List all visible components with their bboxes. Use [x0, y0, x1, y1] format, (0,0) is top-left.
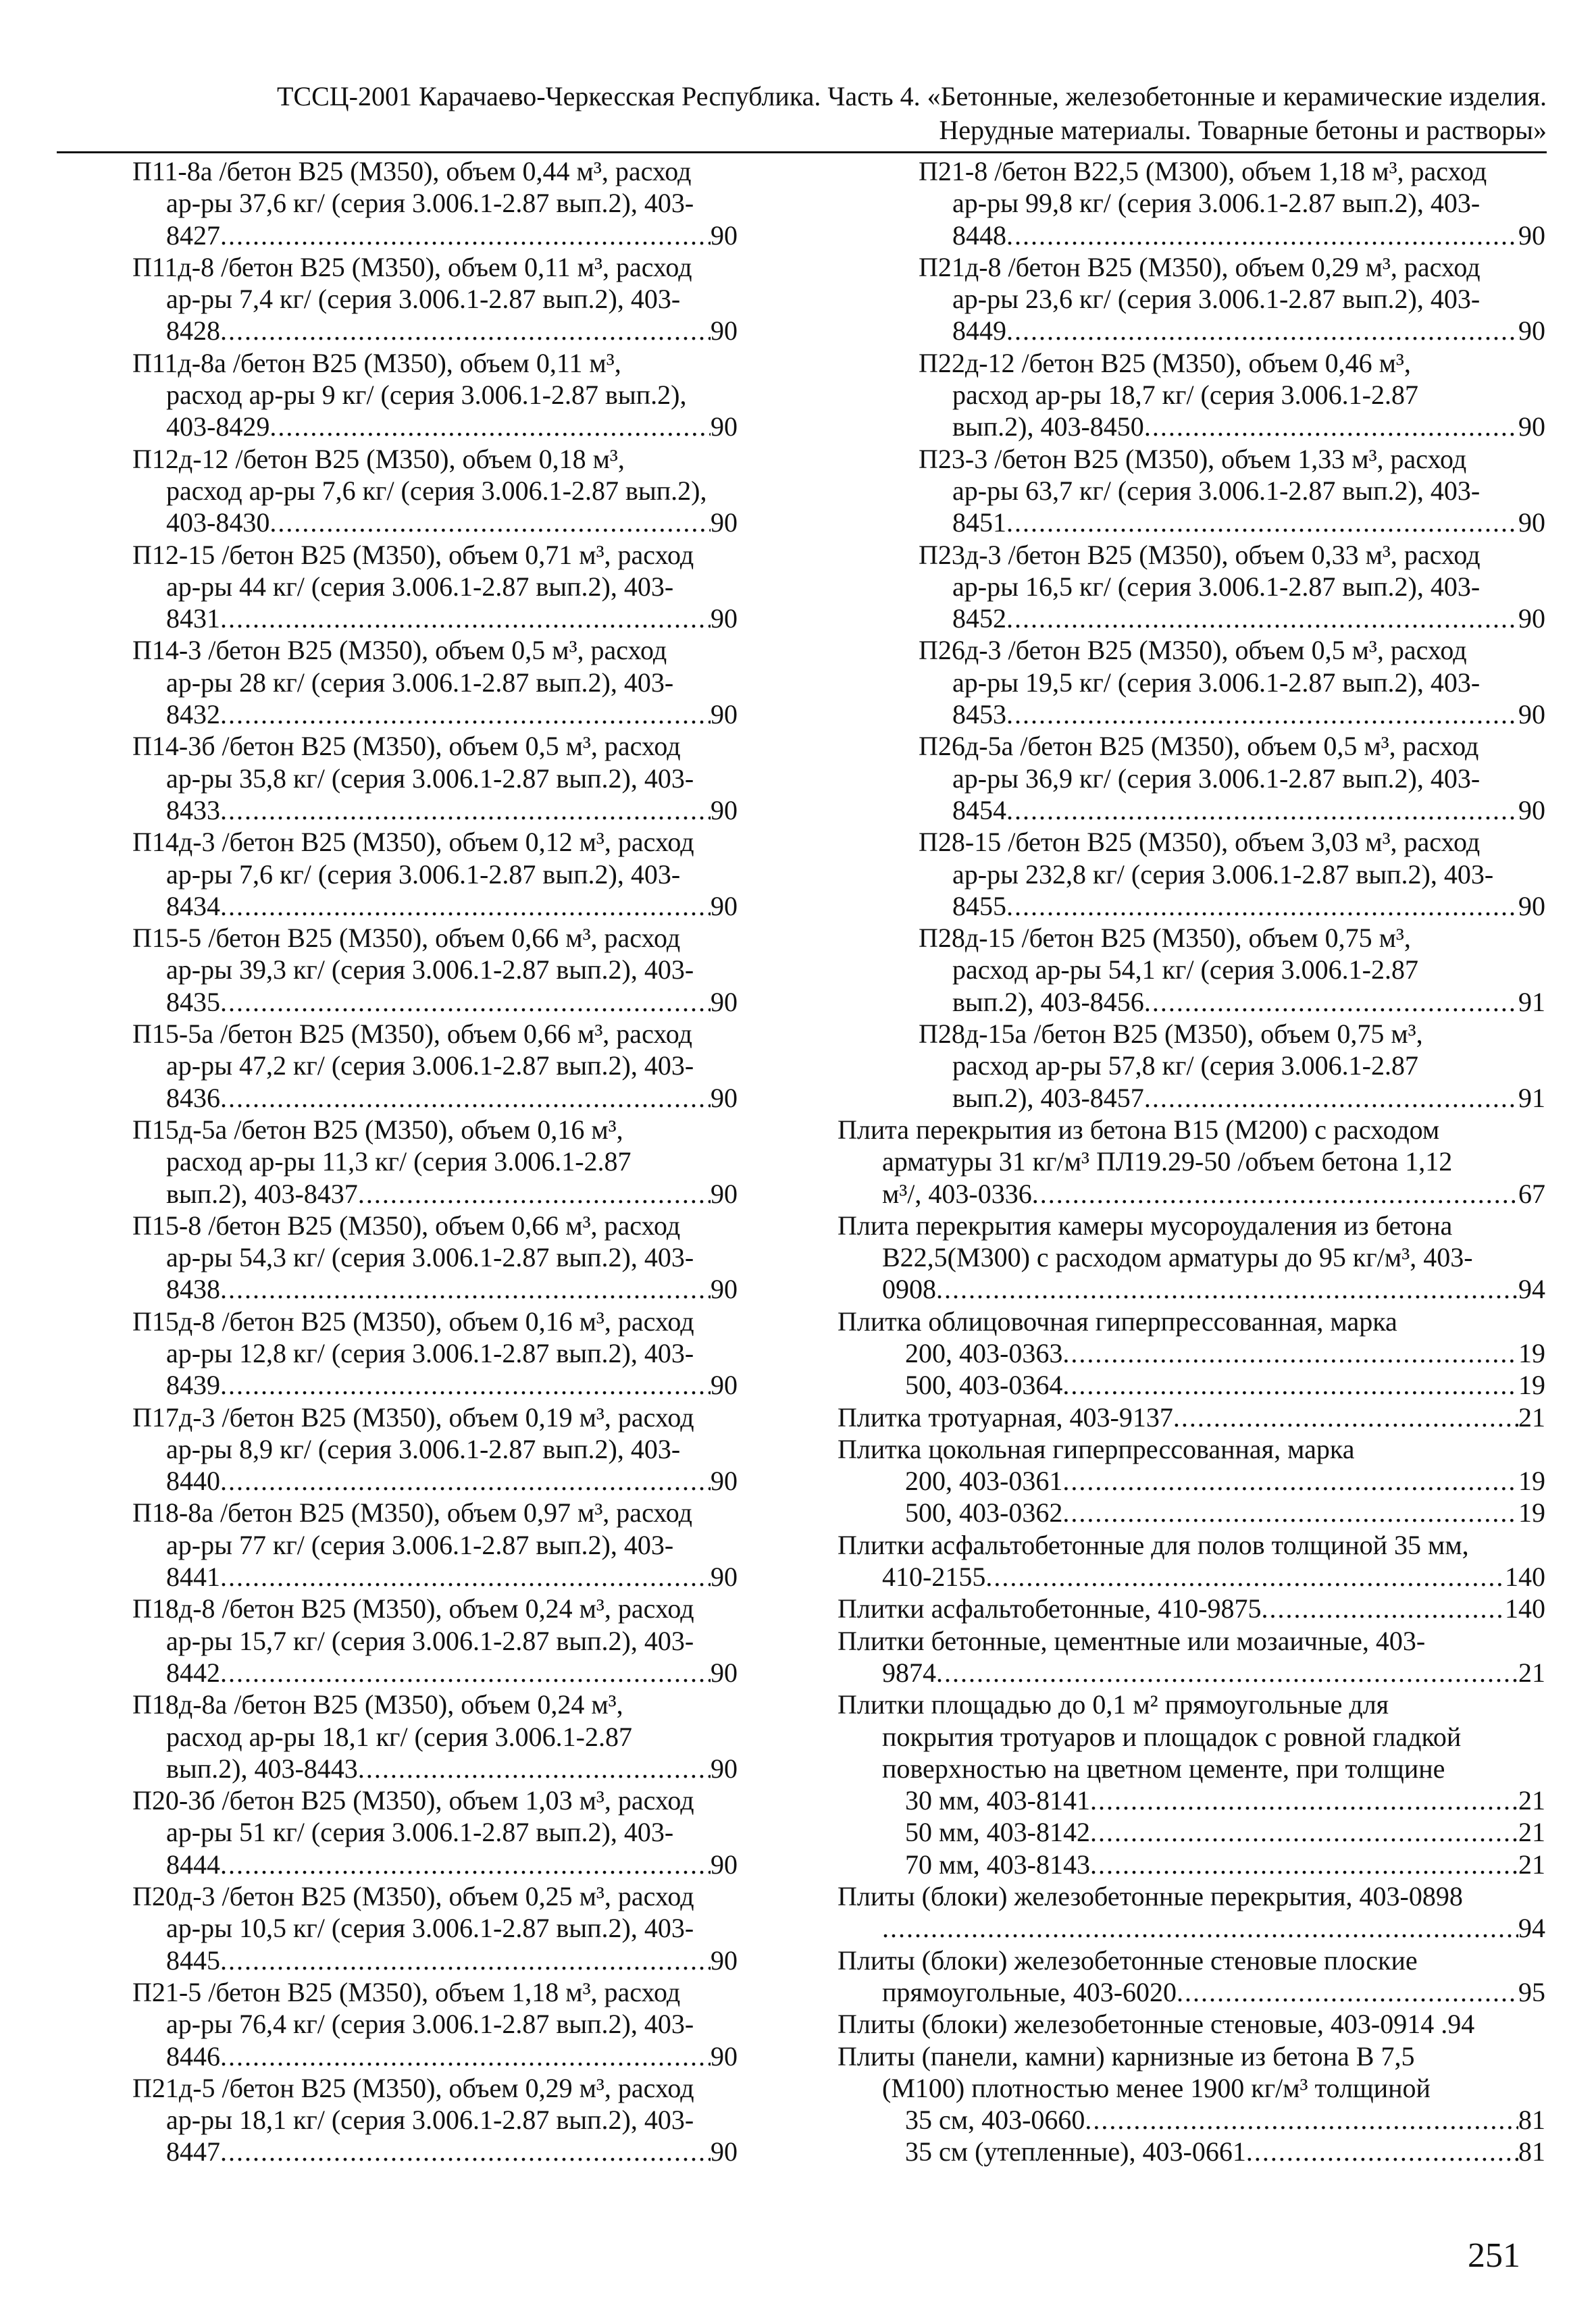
- index-page-ref: 19: [1518, 1337, 1545, 1368]
- index-entry-tail: 8439 .....: [166, 1369, 711, 1401]
- index-entry-tail: 9874 .....: [882, 1657, 1518, 1689]
- index-entry-continuation: ар-ры 99,8 кг/ (серия 3.006.1-2.87 вып.2), 403-: [952, 188, 1481, 219]
- index-leader-line: [838, 1273, 1545, 1305]
- index-page-ref: 90: [711, 1562, 738, 1593]
- index-entry-continuation: ар-ры 77 кг/ (серия 3.006.1-2.87 вып.2), 403-: [166, 1529, 674, 1560]
- index-entry-title: П12-15 /бетон В25 (М350), объем 0,71 м³, расход: [132, 539, 694, 570]
- index-leader-line: [132, 220, 738, 251]
- index-page-ref: 90: [1518, 411, 1545, 442]
- index-page-ref: 91: [1518, 986, 1545, 1017]
- index-entry-title: П14-3б /бетон В25 (М350), объем 0,5 м³, расход: [132, 731, 681, 762]
- index-entry-continuation: (М100) плотностью менее 1900 кг/м³ толщиной: [882, 2072, 1431, 2103]
- index-page-ref: 90: [1518, 890, 1545, 921]
- index-entry: [838, 634, 1545, 730]
- header-rule: [57, 151, 1547, 153]
- index-entry-tail: 35 см, 403-0660 .....: [905, 2104, 1518, 2136]
- index-entry: [838, 1433, 1545, 1529]
- index-entry-title: Плиты (блоки) железобетонные стеновые плоские: [838, 1945, 1418, 1976]
- index-entry-continuation: ар-ры 28 кг/ (серия 3.006.1-2.87 вып.2), 403-: [166, 667, 674, 698]
- index-page-ref: 81: [1518, 2136, 1545, 2167]
- index-leader-line: [919, 1082, 1545, 1114]
- index-entry: [838, 347, 1545, 443]
- index-entry-continuation: ар-ры 15,7 кг/ (серия 3.006.1-2.87 вып.2), 403-: [166, 1625, 694, 1656]
- index-entry-tail: 8436 .....: [166, 1082, 711, 1114]
- index-entry: [838, 1593, 1545, 1624]
- index-entry-tail: 8445 .....: [166, 1945, 711, 1976]
- index-leader-line: [838, 1976, 1545, 2008]
- index-page-ref: 90: [711, 699, 738, 730]
- index-entry: [838, 1210, 1545, 1306]
- index-entry-continuation: ар-ры 54,3 кг/ (серия 3.006.1-2.87 вып.2), 403-: [166, 1242, 694, 1273]
- index-subentry: [838, 1369, 1545, 1401]
- index-page-ref: 90: [711, 1849, 738, 1880]
- index-entry: [838, 1529, 1545, 1593]
- index-entry-continuation: ар-ры 12,8 кг/ (серия 3.006.1-2.87 вып.2), 403-: [166, 1337, 694, 1368]
- index-leader-line: [838, 1657, 1545, 1689]
- index-entry-tail: 403-8430 .....: [166, 507, 711, 538]
- index-entry: [132, 634, 738, 730]
- index-leader-line: [132, 1561, 738, 1593]
- index-leader-line: [132, 315, 738, 346]
- index-entry: [132, 1497, 738, 1593]
- index-entry-tail: 8433 .....: [166, 794, 711, 826]
- index-page-ref: 90: [711, 1753, 738, 1784]
- index-entry-tail: 30 мм, 403-8141 .....: [905, 1784, 1518, 1816]
- index-entry-continuation: ар-ры 23,6 кг/ (серия 3.006.1-2.87 вып.2), 403-: [952, 284, 1481, 315]
- index-entry-tail: вып.2), 403-8450 .....: [952, 411, 1518, 442]
- index-page-ref: 90: [711, 315, 738, 346]
- index-page-ref: 90: [1518, 794, 1545, 825]
- index-page-ref: 81: [1518, 2105, 1545, 2136]
- index-entry-title: П26д-5а /бетон В25 (М350), объем 0,5 м³, расход: [919, 731, 1479, 762]
- index-entry: [838, 2008, 1545, 2040]
- index-entry-tail: 8452 .....: [952, 602, 1518, 634]
- index-leader-line: [919, 220, 1545, 251]
- index-page-ref: 90: [711, 890, 738, 921]
- index-entry-title: П28д-15 /бетон В25 (М350), объем 0,75 м³,: [919, 923, 1411, 954]
- index-entry-title: П14-3 /бетон В25 (М350), объем 0,5 м³, расход: [132, 635, 667, 666]
- index-entry-title: Плита перекрытия из бетона В15 (М200) с расходом: [838, 1114, 1440, 1145]
- index-entry-continuation: ар-ры 232,8 кг/ (серия 3.006.1-2.87 вып.2), 403-: [952, 858, 1494, 890]
- index-leader-line: [838, 1912, 1545, 1944]
- index-entry: [132, 1306, 738, 1402]
- index-entry: [838, 1625, 1545, 1689]
- index-entry-tail: 8428 .....: [166, 315, 711, 346]
- index-leader-line: [132, 411, 738, 442]
- index-entry-continuation: поверхностью на цветном цементе, при толщине: [882, 1753, 1445, 1784]
- index-page-ref: 21: [1518, 1657, 1545, 1688]
- index-page-ref: 90: [711, 603, 738, 634]
- index-entry-continuation: ар-ры 44 кг/ (серия 3.006.1-2.87 вып.2), 403-: [166, 571, 674, 602]
- index-entry: [838, 1306, 1545, 1402]
- index-leader-line: [132, 507, 738, 538]
- index-entry-tail: 8435 .....: [166, 986, 711, 1018]
- index-entry-tail: вып.2), 403-8437 .....: [166, 1178, 711, 1210]
- index-entry-tail: 8442 .....: [166, 1657, 711, 1689]
- index-entry-continuation: ар-ры 63,7 кг/ (серия 3.006.1-2.87 вып.2), 403-: [952, 475, 1481, 506]
- index-entry-continuation: ар-ры 35,8 кг/ (серия 3.006.1-2.87 вып.2), 403-: [166, 763, 694, 794]
- index-leader-line: [132, 2040, 738, 2072]
- index-entry-title: П11д-8а /бетон В25 (М350), объем 0,11 м³,: [132, 347, 621, 378]
- header-line-1: ТССЦ-2001 Карачаево-Черкесская Республика. Часть 4. «Бетонные, железобетонные и керамические изделия.: [276, 81, 1547, 111]
- index-page-ref: 90: [711, 1945, 738, 1976]
- index-entry-title: П26д-3 /бетон В25 (М350), объем 0,5 м³, расход: [919, 635, 1467, 666]
- index-page-ref: 21: [1518, 1849, 1545, 1880]
- index-entry-continuation: расход ар-ры 18,7 кг/ (серия 3.006.1-2.87: [952, 380, 1418, 411]
- index-page-ref: 90: [711, 1082, 738, 1113]
- index-entry-continuation: расход ар-ры 57,8 кг/ (серия 3.006.1-2.87: [952, 1050, 1418, 1081]
- index-leader-line: [132, 1273, 738, 1305]
- index-entry-tail: 8427 .....: [166, 220, 711, 251]
- index-entry: [838, 1114, 1545, 1210]
- index-entry-tail: вып.2), 403-8456 .....: [952, 986, 1518, 1018]
- index-subentry: [838, 1337, 1545, 1369]
- index-entry: [132, 539, 738, 635]
- index-entry-title: Плитка цокольная гиперпрессованная, марка: [838, 1433, 1355, 1464]
- index-page-ref: 95: [1518, 1976, 1545, 2007]
- index-column-right: [838, 155, 1545, 2168]
- index-entry-title: П15-8 /бетон В25 (М350), объем 0,66 м³, расход: [132, 1210, 681, 1241]
- index-entry-continuation: арматуры 31 кг/м³ ПЛ19.29-50 /объем бетона 1,12: [882, 1146, 1453, 1177]
- index-entry: [132, 251, 738, 347]
- index-leader-line: [919, 794, 1545, 826]
- index-subentry: [838, 1816, 1545, 1848]
- index-leader-line: [132, 1465, 738, 1497]
- index-page-ref: 90: [1518, 220, 1545, 251]
- index-subentry: [838, 1497, 1545, 1528]
- index-entry-tail: 35 см (утепленные), 403-0661 .....: [905, 2136, 1518, 2167]
- index-entry-tail: 50 мм, 403-8142 .....: [905, 1816, 1518, 1848]
- index-entry-continuation: ар-ры 47,2 кг/ (серия 3.006.1-2.87 вып.2), 403-: [166, 1050, 694, 1081]
- index-entry-title: П15д-5а /бетон В25 (М350), объем 0,16 м³,: [132, 1114, 623, 1145]
- index-entry-tail: 200, 403-0361 .....: [905, 1465, 1518, 1497]
- index-entry-tail: 8455 .....: [952, 890, 1518, 922]
- index-entry-tail: вып.2), 403-8443 .....: [166, 1753, 711, 1784]
- index-entry-tail: 8447 .....: [166, 2136, 711, 2167]
- index-leader-line: [132, 794, 738, 826]
- index-leader-line: [838, 1561, 1545, 1593]
- index-page-ref: 90: [711, 220, 738, 251]
- index-entry: [838, 1880, 1545, 1945]
- index-entry-tail: 500, 403-0364 .....: [905, 1369, 1518, 1401]
- index-page-ref: 90: [711, 1466, 738, 1497]
- index-entry-title: П20-3б /бетон В25 (М350), объем 1,03 м³, расход: [132, 1785, 694, 1816]
- running-header: [128, 80, 1547, 147]
- index-entry-continuation: расход ар-ры 9 кг/ (серия 3.006.1-2.87 вып.2),: [166, 380, 687, 411]
- index-page-ref: 140: [1505, 1562, 1545, 1593]
- index-page-ref: 90: [711, 507, 738, 538]
- index-entry-title: Плитки площадью до 0,1 м² прямоугольные для: [838, 1689, 1389, 1720]
- index-leader-line: [132, 1945, 738, 1976]
- index-entry: [132, 443, 738, 539]
- index-entry: [132, 347, 738, 443]
- index-entry-title: П15-5а /бетон В25 (М350), объем 0,66 м³, расход: [132, 1019, 692, 1050]
- index-entry-tail: 8441 .....: [166, 1561, 711, 1593]
- index-entry-tail: 8448 .....: [952, 220, 1518, 251]
- index-entry: [838, 155, 1545, 251]
- index-leader-line: [919, 986, 1545, 1018]
- index-entry-continuation: ар-ры 37,6 кг/ (серия 3.006.1-2.87 вып.2), 403-: [166, 188, 694, 219]
- index-entry-continuation: ар-ры 16,5 кг/ (серия 3.006.1-2.87 вып.2), 403-: [952, 571, 1481, 602]
- index-entry-title: П11д-8 /бетон В25 (М350), объем 0,11 м³, расход: [132, 251, 692, 282]
- index-entry-continuation: покрытия тротуаров и площадок с ровной гладкой: [882, 1721, 1462, 1752]
- index-entry-tail: прямоугольные, 403-6020 .....: [882, 1976, 1518, 2008]
- index-leader-line: [132, 1369, 738, 1401]
- index-entry-title: П15-5 /бетон В25 (М350), объем 0,66 м³, расход: [132, 923, 681, 954]
- index-entry-tail: 8446 .....: [166, 2040, 711, 2072]
- index-entry: [132, 922, 738, 1018]
- index-leader-line: [919, 698, 1545, 730]
- index-entry-tail: 500, 403-0362 .....: [905, 1497, 1518, 1528]
- index-entry-title: П11-8а /бетон В25 (М350), объем 0,44 м³, расход: [132, 156, 692, 186]
- index-leader-line: [132, 698, 738, 730]
- index-entry-continuation: ар-ры 76,4 кг/ (серия 3.006.1-2.87 вып.2), 403-: [166, 2009, 694, 2040]
- index-entry-title: П18-8а /бетон В25 (М350), объем 0,97 м³, расход: [132, 1497, 692, 1528]
- index-entry-tail: [882, 1912, 1518, 1944]
- index-entry-title: П14д-3 /бетон В25 (М350), объем 0,12 м³, расход: [132, 827, 694, 858]
- index-leader-line: [132, 1753, 738, 1784]
- index-page-ref: 21: [1518, 1402, 1545, 1433]
- index-entry-title: П18д-8а /бетон В25 (М350), объем 0,24 м³,: [132, 1689, 623, 1720]
- index-entry-tail: 8444 .....: [166, 1849, 711, 1880]
- index-entry: [838, 826, 1545, 922]
- index-entry-title: Плита перекрытия камеры мусороудаления из бетона: [838, 1210, 1453, 1241]
- index-entry-tail: вып.2), 403-8457 .....: [952, 1082, 1518, 1114]
- index-entry-title: П23д-3 /бетон В25 (М350), объем 0,33 м³, расход: [919, 539, 1481, 570]
- index-entry: [132, 1689, 738, 1784]
- index-entry-title: П21д-5 /бетон В25 (М350), объем 0,29 м³, расход: [132, 2072, 694, 2103]
- index-entry: [838, 2040, 1545, 2168]
- index-leader-line: [132, 890, 738, 922]
- index-entry-title: Плиты (блоки) железобетонные перекрытия, 403-0898: [838, 1881, 1463, 1912]
- index-subentry: [838, 2104, 1545, 2136]
- index-leader-line: [132, 1082, 738, 1114]
- index-entry: [132, 1018, 738, 1114]
- index-entry-tail: 0908 .....: [882, 1273, 1518, 1305]
- index-page-ref: 19: [1518, 1497, 1545, 1528]
- index-page-ref: 94: [1518, 1913, 1545, 1944]
- index-entry-continuation: расход ар-ры 11,3 кг/ (серия 3.006.1-2.87: [166, 1146, 632, 1177]
- index-page-ref: 21: [1518, 1785, 1545, 1816]
- index-entry-title: П20д-3 /бетон В25 (М350), объем 0,25 м³, расход: [132, 1881, 694, 1912]
- index-entry-title: П18д-8 /бетон В25 (М350), объем 0,24 м³, расход: [132, 1593, 694, 1624]
- index-entry-continuation: ар-ры 39,3 кг/ (серия 3.006.1-2.87 вып.2), 403-: [166, 954, 694, 985]
- index-entry: [838, 922, 1545, 1018]
- index-entry-tail: 70 мм, 403-8143 .....: [905, 1849, 1518, 1880]
- index-entry-tail: 200, 403-0363 .....: [905, 1337, 1518, 1369]
- index-entry: [838, 1689, 1545, 1880]
- index-entry: [132, 1784, 738, 1880]
- index-page-ref: 90: [711, 1657, 738, 1688]
- index-page-ref: 90: [1518, 507, 1545, 538]
- index-entry-tail: 403-8429 .....: [166, 411, 711, 442]
- index-page-ref: 90: [711, 1274, 738, 1305]
- index-page-ref: 19: [1518, 1466, 1545, 1497]
- index-entry-tail: 8431 .....: [166, 602, 711, 634]
- index-entry: [132, 155, 738, 251]
- index-entry-continuation: ар-ры 18,1 кг/ (серия 3.006.1-2.87 вып.2), 403-: [166, 2105, 694, 2136]
- index-entry-tail: 8440 .....: [166, 1465, 711, 1497]
- index-entry: [132, 1880, 738, 1976]
- page-number: 251: [1468, 2236, 1520, 2275]
- index-entry-continuation: ар-ры 7,6 кг/ (серия 3.006.1-2.87 вып.2), 403-: [166, 858, 681, 890]
- index-page-ref: 19: [1518, 1370, 1545, 1401]
- index-entry-tail: 8434 .....: [166, 890, 711, 922]
- index-entry-title: П23-3 /бетон В25 (М350), объем 1,33 м³, расход: [919, 443, 1467, 474]
- index-entry: [838, 1945, 1545, 2009]
- index-leader-line: [838, 1178, 1545, 1210]
- index-entry-title: П28-15 /бетон В25 (М350), объем 3,03 м³, расход: [919, 827, 1481, 858]
- index-page-ref: 67: [1518, 1178, 1545, 1209]
- index-entry-tail: Плитка тротуарная, 403-9137 .....: [838, 1402, 1518, 1433]
- index-entry: [132, 826, 738, 922]
- index-page-ref: 140: [1505, 1593, 1545, 1624]
- index-page-ref: 90: [1518, 315, 1545, 346]
- index-leader-line: [132, 1178, 738, 1210]
- index-entry-title: П21д-8 /бетон В25 (М350), объем 0,29 м³, расход: [919, 251, 1481, 282]
- index-column-left: [132, 155, 738, 2168]
- index-subentry: [838, 1465, 1545, 1497]
- index-entry-title: П15д-8 /бетон В25 (М350), объем 0,16 м³, расход: [132, 1306, 694, 1337]
- index-leader-line: [919, 890, 1545, 922]
- index-subentry: [838, 1849, 1545, 1880]
- index-subentry: [838, 1784, 1545, 1816]
- index-page-ref: 94: [1518, 1274, 1545, 1305]
- index-page-ref: 21: [1518, 1817, 1545, 1848]
- index-leader-line: [919, 315, 1545, 346]
- index-entry: [132, 1210, 738, 1306]
- index-page-ref: 90: [711, 2136, 738, 2167]
- index-leader-line: [838, 1593, 1545, 1624]
- index-leader-line: [838, 1402, 1545, 1433]
- index-entry-title: П21-5 /бетон В25 (М350), объем 1,18 м³, расход: [132, 1976, 681, 2007]
- index-entry-continuation: ар-ры 51 кг/ (серия 3.006.1-2.87 вып.2), 403-: [166, 1817, 674, 1848]
- index-entry-title: Плитка облицовочная гиперпрессованная, марка: [838, 1306, 1397, 1337]
- index-entry-tail: 8454 .....: [952, 794, 1518, 826]
- index-page-ref: 90: [711, 2040, 738, 2072]
- index-page-ref: 91: [1518, 1082, 1545, 1113]
- index-entry-title: Плиты (панели, камни) карнизные из бетона В 7,5: [838, 2040, 1415, 2072]
- index-entry-continuation: ар-ры 36,9 кг/ (серия 3.006.1-2.87 вып.2), 403-: [952, 763, 1481, 794]
- index-entry-continuation: ар-ры 7,4 кг/ (серия 3.006.1-2.87 вып.2), 403-: [166, 284, 681, 315]
- index-entry-title: П12д-12 /бетон В25 (М350), объем 0,18 м³,: [132, 443, 625, 474]
- index-entry: [838, 539, 1545, 635]
- index-entry-continuation: В22,5(М300) с расходом арматуры до 95 кг/м³, 403-: [882, 1242, 1473, 1273]
- index-entry-continuation: ар-ры 8,9 кг/ (серия 3.006.1-2.87 вып.2), 403-: [166, 1433, 681, 1464]
- index-entry: [838, 251, 1545, 347]
- index-entry-tail: 8453 .....: [952, 698, 1518, 730]
- index-entry: [838, 730, 1545, 826]
- index-entry: [132, 1402, 738, 1497]
- index-entry-title: П21-8 /бетон В22,5 (М300), объем 1,18 м³, расход: [919, 156, 1487, 186]
- index-entry-tail: 8449 .....: [952, 315, 1518, 346]
- index-entry: [838, 1018, 1545, 1114]
- index-entry-tail: м³/, 403-0336 .....: [882, 1178, 1518, 1210]
- index-leader-line: [919, 602, 1545, 634]
- index-entry: [838, 1402, 1545, 1433]
- index-page-ref: 90: [1518, 699, 1545, 730]
- index-entry: [838, 443, 1545, 539]
- index-entry-title: Плиты (блоки) железобетонные стеновые, 403-0914 .94: [838, 2009, 1475, 2040]
- index-entry-tail: Плитки асфальтобетонные, 410-9875 .....: [838, 1593, 1505, 1624]
- index-page-ref: 90: [711, 794, 738, 825]
- index-entry: [132, 1976, 738, 2072]
- index-page-ref: 90: [711, 986, 738, 1017]
- index-entry-continuation: расход ар-ры 54,1 кг/ (серия 3.006.1-2.87: [952, 954, 1418, 985]
- index-entry-title: Плитки асфальтобетонные для полов толщиной 35 мм,: [838, 1529, 1469, 1560]
- index-entry-continuation: ар-ры 10,5 кг/ (серия 3.006.1-2.87 вып.2), 403-: [166, 1913, 694, 1944]
- index-entry-title: П17д-3 /бетон В25 (М350), объем 0,19 м³, расход: [132, 1402, 694, 1433]
- index-entry-continuation: расход ар-ры 7,6 кг/ (серия 3.006.1-2.87 вып.2),: [166, 475, 707, 506]
- index-page-ref: 90: [711, 1178, 738, 1209]
- header-line-2: Нерудные материалы. Товарные бетоны и растворы»: [939, 115, 1547, 145]
- index-entry: [132, 730, 738, 826]
- index-entry: [132, 2072, 738, 2168]
- index-leader-line: [132, 602, 738, 634]
- index-page-ref: 90: [1518, 603, 1545, 634]
- index-entry: [132, 1593, 738, 1689]
- index-entry-tail: 8432 .....: [166, 698, 711, 730]
- index-entry-tail: 410-2155 .....: [882, 1561, 1505, 1593]
- index-entry-title: Плитки бетонные, цементные или мозаичные, 403-: [838, 1625, 1426, 1656]
- index-subentry: [838, 2136, 1545, 2167]
- index-page-ref: 90: [711, 411, 738, 442]
- index-leader-line: [919, 507, 1545, 538]
- index-leader-line: [132, 1657, 738, 1689]
- index-entry-title: П28д-15а /бетон В25 (М350), объем 0,75 м³,: [919, 1019, 1423, 1050]
- index-leader-line: [132, 986, 738, 1018]
- index-entry-title: П22д-12 /бетон В25 (М350), объем 0,46 м³,: [919, 347, 1411, 378]
- index-page-ref: 90: [711, 1370, 738, 1401]
- index-entry-tail: 8438 .....: [166, 1273, 711, 1305]
- index-entry-continuation: ар-ры 19,5 кг/ (серия 3.006.1-2.87 вып.2), 403-: [952, 667, 1481, 698]
- index-entry-continuation: расход ар-ры 18,1 кг/ (серия 3.006.1-2.87: [166, 1721, 632, 1752]
- index-entry: [132, 1114, 738, 1210]
- index-leader-line: [132, 1849, 738, 1880]
- index-entry-tail: 8451 .....: [952, 507, 1518, 538]
- index-leader-line: [919, 411, 1545, 442]
- index-leader-line: [132, 2136, 738, 2167]
